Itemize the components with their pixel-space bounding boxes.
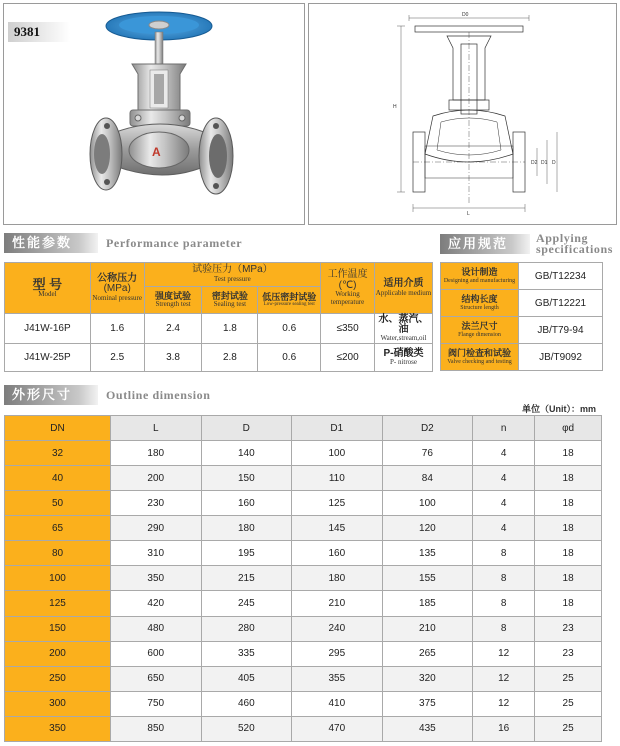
outline-cell: 470: [292, 716, 383, 741]
col-strength-header: [144, 286, 202, 314]
outline-cell-dn: 300: [5, 691, 111, 716]
perf-cell-temp: ≤350: [321, 314, 375, 344]
valve-photo-illustration: [4, 4, 304, 224]
performance-row: [5, 344, 433, 372]
outline-col-header: L: [111, 416, 202, 441]
outline-row: [5, 716, 602, 741]
col-nominal-unit: (MPa): [103, 283, 131, 295]
outline-cell: 355: [292, 666, 383, 691]
outline-col-header: D2: [382, 416, 473, 441]
outline-cell: 200: [111, 466, 202, 491]
outline-cell-dn: 32: [5, 441, 111, 466]
spec-value: JB/T79-94: [519, 317, 603, 344]
spec-label: [441, 344, 519, 371]
col-low-cn: 低压密封试验: [262, 291, 317, 302]
spec-value: JB/T9092: [519, 344, 603, 371]
col-temp-cn: 工作温度: [327, 269, 368, 281]
outline-cell: 8: [473, 566, 535, 591]
outline-cell: 280: [201, 616, 292, 641]
spec-section-header: [440, 233, 613, 255]
col-sealing-en: Sealing test: [213, 299, 247, 308]
outline-cell: 290: [111, 516, 202, 541]
col-temp-header: [321, 263, 375, 314]
outline-cell: 25: [535, 691, 602, 716]
perf-cell-nominal: 2.5: [90, 344, 144, 372]
outline-col-header: φd: [535, 416, 602, 441]
spec-label: [441, 290, 519, 317]
perf-cell-low: 0.6: [258, 344, 321, 372]
performance-title-en: Performance parameter: [106, 236, 243, 250]
spec-value: GB/T12221: [519, 290, 603, 317]
col-test-header: [144, 263, 320, 287]
spec-label-en: Valve checking and testing: [447, 358, 512, 365]
outline-cell: 18: [535, 591, 602, 616]
svg-text:A: A: [152, 145, 161, 159]
technical-drawing-panel: [308, 3, 617, 225]
outline-title-en: Outline dimension: [106, 388, 211, 402]
outline-cell: 160: [201, 491, 292, 516]
outline-cell-dn: 250: [5, 666, 111, 691]
outline-cell: 110: [292, 466, 383, 491]
perf-cell-model: J41W-25P: [5, 344, 91, 372]
spec-label: [441, 317, 519, 344]
outline-cell-dn: 40: [5, 466, 111, 491]
outline-row: [5, 616, 602, 641]
outline-cell-dn: 100: [5, 566, 111, 591]
perf-cell-sealing: 2.8: [202, 344, 258, 372]
outline-cell-dn: 350: [5, 716, 111, 741]
col-model-header: [5, 263, 91, 314]
outline-row: [5, 491, 602, 516]
outline-cell: 180: [201, 516, 292, 541]
outline-cell: 295: [292, 641, 383, 666]
outline-cell: 750: [111, 691, 202, 716]
col-temp-en: Working temperature: [330, 290, 365, 306]
outline-cell: 310: [111, 541, 202, 566]
outline-cell: 25: [535, 716, 602, 741]
outline-row: [5, 566, 602, 591]
outline-cell: 18: [535, 466, 602, 491]
outline-cell: 185: [382, 591, 473, 616]
valve-section-drawing: [309, 4, 616, 224]
perf-cell-strength: 3.8: [144, 344, 202, 372]
outline-row: [5, 591, 602, 616]
outline-cell: 8: [473, 591, 535, 616]
outline-row: [5, 541, 602, 566]
outline-cell-dn: 150: [5, 616, 111, 641]
performance-table: [4, 262, 433, 372]
outline-row: [5, 691, 602, 716]
perf-cell-strength: 2.4: [144, 314, 202, 344]
product-photo-panel: [3, 3, 305, 225]
perf-cell-medium: [375, 314, 433, 344]
spec-row: [441, 263, 603, 290]
outline-header-row: [5, 416, 602, 441]
outline-cell: 210: [292, 591, 383, 616]
col-strength-en: Strength test: [155, 299, 191, 308]
outline-cell: 650: [111, 666, 202, 691]
outline-cell: 23: [535, 641, 602, 666]
performance-section-header: [4, 233, 242, 253]
outline-cell: 125: [292, 491, 383, 516]
perf-cell-sealing: 1.8: [202, 314, 258, 344]
spec-label-en: Flange dimension: [458, 331, 501, 338]
outline-cell: 18: [535, 541, 602, 566]
outline-cell: 12: [473, 666, 535, 691]
dim-label-d2: D2: [531, 160, 538, 166]
col-nominal-cn: 公称压力: [97, 272, 138, 284]
outline-row: [5, 466, 602, 491]
spec-title-en: [536, 233, 613, 255]
col-low-en: Low-pressure sealing test: [263, 301, 315, 307]
col-sealing-cn: 密封试验: [211, 290, 248, 301]
spec-title-en-line1: Applying: [536, 231, 589, 245]
outline-cell: 195: [201, 541, 292, 566]
col-medium-en: Applicable medium: [375, 288, 432, 297]
spec-label-cn: 结构长度: [461, 294, 498, 305]
outline-col-header: DN: [5, 416, 111, 441]
spec-title-en-line2: specifications: [536, 242, 614, 256]
perf-medium-cn: 水、蒸汽、油: [378, 314, 429, 336]
spec-label-en: Structure length: [460, 304, 499, 311]
spec-label-cn: 设计制造: [461, 267, 498, 278]
outline-cell: 180: [292, 566, 383, 591]
outline-cell: 350: [111, 566, 202, 591]
outline-cell: 850: [111, 716, 202, 741]
outline-cell: 240: [292, 616, 383, 641]
outline-cell: 215: [201, 566, 292, 591]
outline-row: [5, 666, 602, 691]
dim-label-d0: D0: [462, 12, 469, 18]
outline-cell: 12: [473, 691, 535, 716]
outline-cell: 320: [382, 666, 473, 691]
dim-label-l: L: [467, 211, 470, 217]
col-temp-unit: (℃): [338, 279, 357, 291]
outline-cell: 4: [473, 466, 535, 491]
spec-table: [440, 262, 603, 371]
outline-cell: 8: [473, 616, 535, 641]
spec-label-en: Designing and manufacturing: [443, 277, 516, 284]
outline-cell: 4: [473, 491, 535, 516]
outline-cell-dn: 200: [5, 641, 111, 666]
outline-cell: 520: [201, 716, 292, 741]
outline-cell-dn: 125: [5, 591, 111, 616]
spec-label-cn: 阀门检查和试验: [447, 348, 511, 359]
spec-label-cn: 法兰尺寸: [461, 321, 498, 332]
outline-dimension-table: [4, 415, 602, 742]
dim-label-h: H: [393, 104, 397, 110]
outline-cell: 16: [473, 716, 535, 741]
outline-cell: 12: [473, 641, 535, 666]
col-medium-cn: 适用介质: [383, 278, 424, 290]
outline-cell: 145: [292, 516, 383, 541]
outline-cell: 140: [201, 441, 292, 466]
dim-label-d: D: [552, 160, 556, 166]
col-model-cn: 型 号: [32, 276, 63, 292]
spec-row: [441, 344, 603, 371]
perf-cell-medium: [375, 344, 433, 372]
outline-cell: 155: [382, 566, 473, 591]
outline-cell: 150: [201, 466, 292, 491]
outline-cell: 4: [473, 441, 535, 466]
outline-col-header: D1: [292, 416, 383, 441]
unit-label: 单位（Unit）：mm: [522, 404, 596, 414]
outline-cell: 410: [292, 691, 383, 716]
col-test-cn: 试验压力（MPa）: [192, 264, 273, 276]
perf-cell-temp: ≤200: [321, 344, 375, 372]
perf-medium-en: Water,stream,oil: [380, 334, 427, 343]
outline-title-cn: 外形尺寸: [4, 385, 98, 405]
outline-cell: 265: [382, 641, 473, 666]
outline-cell: 135: [382, 541, 473, 566]
outline-cell-dn: 50: [5, 491, 111, 516]
perf-cell-nominal: 1.6: [90, 314, 144, 344]
col-sealing-header: [202, 286, 258, 314]
outline-cell: 375: [382, 691, 473, 716]
outline-cell: 100: [382, 491, 473, 516]
outline-cell: 120: [382, 516, 473, 541]
col-nominal-en: Nominal pressure: [92, 293, 142, 302]
outline-cell: 160: [292, 541, 383, 566]
model-number-tag: 9381: [8, 22, 70, 42]
outline-row: [5, 641, 602, 666]
outline-cell: 18: [535, 516, 602, 541]
col-low-header: [258, 286, 321, 314]
outline-cell: 18: [535, 566, 602, 591]
outline-cell: 180: [111, 441, 202, 466]
outline-cell: 405: [201, 666, 292, 691]
perf-medium-en: P- nitrose: [389, 358, 418, 367]
outline-cell: 230: [111, 491, 202, 516]
outline-col-header: D: [201, 416, 292, 441]
outline-cell-dn: 65: [5, 516, 111, 541]
dim-label-d1: D1: [541, 160, 548, 166]
outline-row: [5, 441, 602, 466]
outline-cell: 435: [382, 716, 473, 741]
outline-cell: 210: [382, 616, 473, 641]
outline-row: [5, 516, 602, 541]
outline-cell: 8: [473, 541, 535, 566]
outline-section-header: [4, 385, 211, 405]
spec-label: [441, 263, 519, 290]
col-strength-cn: 强度试验: [155, 290, 192, 301]
performance-row: [5, 314, 433, 344]
spec-row: [441, 290, 603, 317]
spec-title-cn: 应用规范: [440, 234, 530, 254]
col-test-en: Test pressure: [214, 274, 251, 283]
outline-cell: 460: [201, 691, 292, 716]
spec-value: GB/T12234: [519, 263, 603, 290]
outline-cell: 4: [473, 516, 535, 541]
spec-row: [441, 317, 603, 344]
perf-medium-cn: P-硝酸类: [383, 348, 424, 360]
perf-cell-low: 0.6: [258, 314, 321, 344]
outline-cell: 600: [111, 641, 202, 666]
outline-cell: 25: [535, 666, 602, 691]
outline-cell: 23: [535, 616, 602, 641]
col-model-en: Model: [38, 290, 57, 299]
outline-cell: 18: [535, 491, 602, 516]
perf-cell-model: J41W-16P: [5, 314, 91, 344]
outline-cell: 420: [111, 591, 202, 616]
outline-cell-dn: 80: [5, 541, 111, 566]
outline-cell: 84: [382, 466, 473, 491]
outline-col-header: n: [473, 416, 535, 441]
performance-title-cn: 性能参数: [4, 233, 98, 253]
col-medium-header: [375, 263, 433, 314]
col-nominal-header: [90, 263, 144, 314]
outline-cell: 76: [382, 441, 473, 466]
outline-cell: 480: [111, 616, 202, 641]
outline-cell: 335: [201, 641, 292, 666]
outline-cell: 245: [201, 591, 292, 616]
outline-cell: 18: [535, 441, 602, 466]
outline-cell: 100: [292, 441, 383, 466]
